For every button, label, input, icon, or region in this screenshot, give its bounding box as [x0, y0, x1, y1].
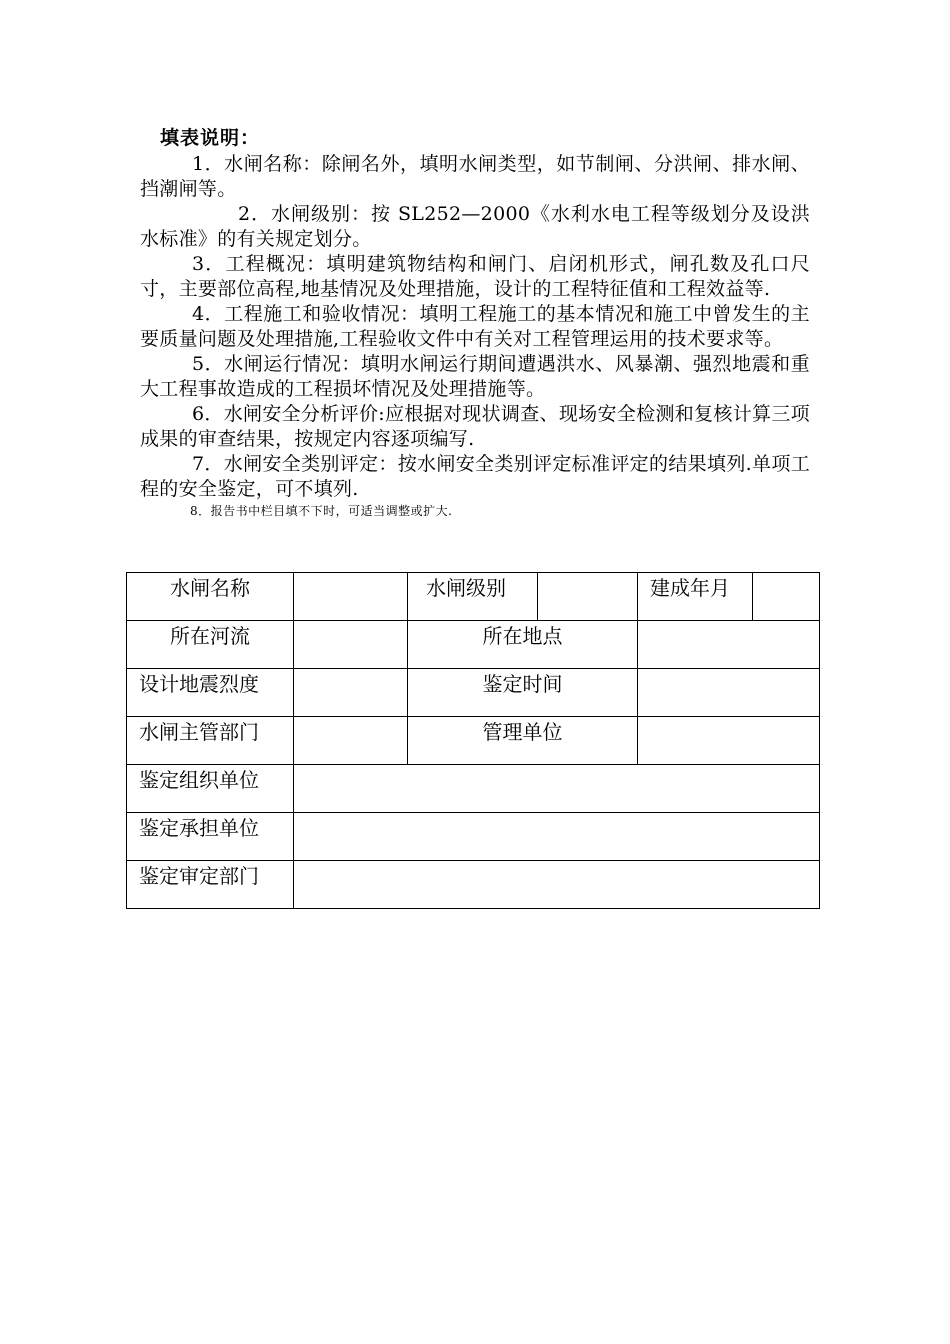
instruction-item-1: 1．水闸名称：除闸名外，填明水闸类型，如节制闸、分洪闸、排水闸、挡潮闸等。 — [140, 153, 810, 200]
sluice-name-field[interactable] — [294, 573, 408, 621]
table-row — [127, 765, 820, 813]
instruction-item-4: 4．工程施工和验收情况：填明工程施工的基本情况和施工中曾发生的主要质量问题及处理措施,工程验收文件中有关对工程管理运用的技术要求等。 — [140, 303, 810, 350]
table-row — [127, 573, 820, 621]
sluice-name-label: 水闸名称 — [127, 573, 294, 621]
management-unit-field[interactable] — [638, 717, 820, 765]
instruction-item-3: 3．工程概况：填明建筑物结构和闸门、启闭机形式，闸孔数及孔口尺寸，主要部位高程,地基情况及处理措施，设计的工程特征值和工程效益等. — [140, 253, 810, 300]
instruction-item-2: 2．水闸级别：按 SL252—2000《水利水电工程等级划分及设洪水标准》的有关规定划分。 — [140, 203, 810, 250]
river-label: 所在河流 — [127, 621, 294, 669]
undertaking-unit-label: 鉴定承担单位 — [127, 813, 294, 861]
organizing-unit-label: 鉴定组织单位 — [127, 765, 294, 813]
instructions-title: 填表说明： — [160, 127, 261, 149]
table-row — [127, 813, 820, 861]
location-label: 所在地点 — [408, 621, 638, 669]
instruction-item-5: 5．水闸运行情况：填明水闸运行期间遭遇洪水、风暴潮、强烈地震和重大工程事故造成的工程损坏情况及处理措施等。 — [140, 353, 810, 400]
instruction-item-6: 6．水闸安全分析评价:应根据对现状调查、现场安全检测和复核计算三项成果的审查结果，按规定内容逐项编写. — [140, 403, 810, 450]
table-row — [127, 621, 820, 669]
table-row — [127, 861, 820, 909]
table-row — [127, 669, 820, 717]
approving-dept-label: 鉴定审定部门 — [127, 861, 294, 909]
approving-dept-field[interactable] — [294, 861, 820, 909]
seismic-intensity-label: 设计地震烈度 — [127, 669, 294, 717]
appraisal-date-label: 鉴定时间 — [408, 669, 638, 717]
authority-label: 水闸主管部门 — [127, 717, 294, 765]
river-field[interactable] — [294, 621, 408, 669]
seismic-intensity-field[interactable] — [294, 669, 408, 717]
sluice-info-table — [126, 572, 820, 909]
organizing-unit-field[interactable] — [294, 765, 820, 813]
instruction-item-7: 7．水闸安全类别评定：按水闸安全类别评定标准评定的结果填列.单项工程的安全鉴定，可不填列. — [140, 453, 810, 500]
location-field[interactable] — [638, 621, 820, 669]
table-row — [127, 717, 820, 765]
sluice-grade-label: 水闸级别 — [408, 573, 538, 621]
appraisal-date-field[interactable] — [638, 669, 820, 717]
instruction-item-8: 8．报告书中栏目填不下时，可适当调整或扩大. — [190, 504, 453, 518]
authority-field[interactable] — [294, 717, 408, 765]
filling-instructions — [140, 124, 810, 520]
management-unit-label: 管理单位 — [408, 717, 638, 765]
built-date-field[interactable] — [753, 573, 820, 621]
undertaking-unit-field[interactable] — [294, 813, 820, 861]
sluice-grade-field[interactable] — [538, 573, 638, 621]
built-date-label: 建成年月 — [638, 573, 753, 621]
